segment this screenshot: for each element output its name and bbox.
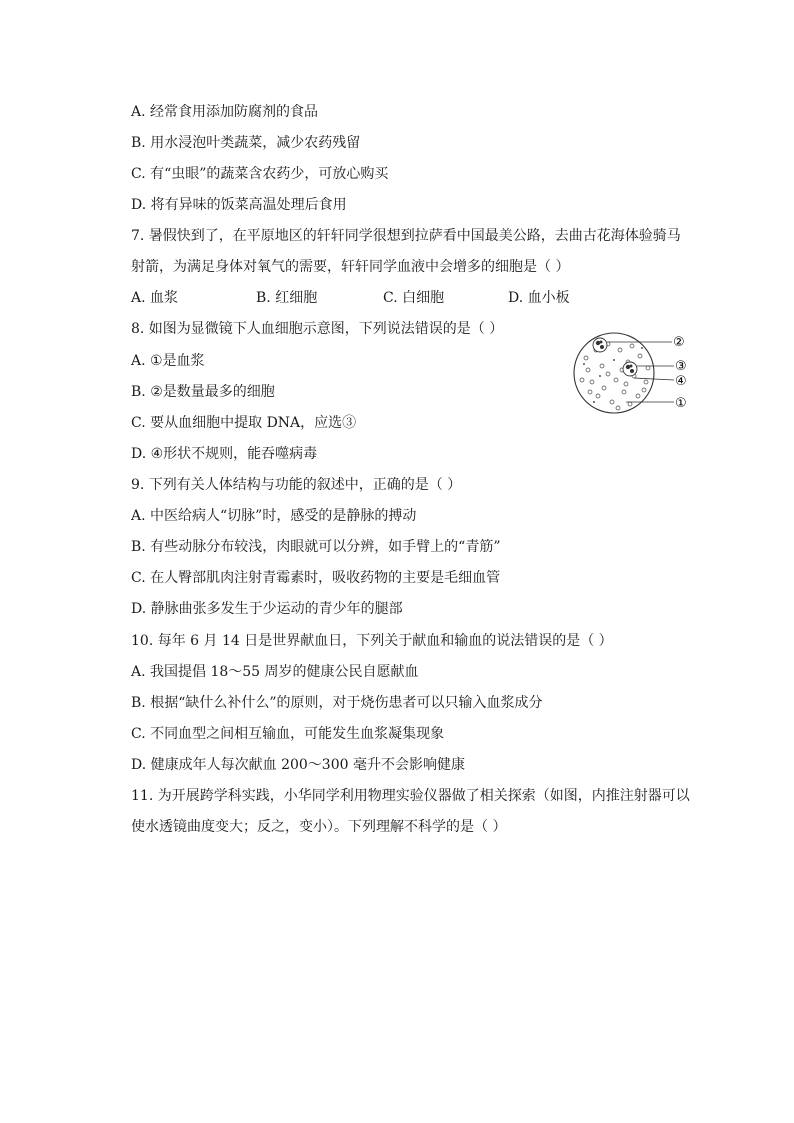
q7-option-a: A. 血浆 [131,290,179,306]
q9-option-c: C. 在人臀部肌肉注射青霉素时，吸收药物的主要是毛细血管 [131,570,501,586]
q10-stem: 10. 每年 6 月 14 日是世界献血日，下列关于献血和输血的说法错误的是（ ） [131,633,613,649]
label-3: ③ [675,359,687,374]
q11-stem-line1: 11. 为开展跨学科实践，小华同学利用物理实验仪器做了相关探索（如图，内推注射器可以 [131,788,690,804]
q6-option-d: D. 将有异味的饭菜高温处理后食用 [131,197,347,213]
q7-stem-line2: 射箭，为满足身体对氧气的需要，轩轩同学血液中会增多的细胞是（ ） [131,259,570,275]
q9-option-a: A. 中医给病人“切脉”时，感受的是静脉的搏动 [131,508,417,524]
q8-option-c: C. 要从血细胞中提取 DNA，应选③ [131,415,357,431]
q11-stem-line2: 使水透镜曲度变大；反之，变小）。下列理解不科学的是（ ） [131,819,507,835]
blood-cell-figure [568,330,696,416]
q8-option-d: D. ④形状不规则，能吞噬病毒 [131,446,318,462]
q6-option-a: A. 经常食用添加防腐剂的食品 [131,104,319,120]
q8-option-b: B. ②是数量最多的细胞 [131,384,275,400]
q10-option-d: D. 健康成年人每次献血 200～300 毫升不会影响健康 [131,757,465,773]
label-4: ④ [675,374,687,389]
q7-option-b: B. 红细胞 [256,290,318,306]
q10-option-b: B. 根据“缺什么补什么”的原则，对于烧伤患者可以只输入血浆成分 [131,695,543,711]
q9-option-d: D. 静脉曲张多发生于少运动的青少年的腿部 [131,601,403,617]
q7-stem-line1: 7. 暑假快到了，在平原地区的轩轩同学很想到拉萨看中国最美公路，去曲古花海体验骑马 [131,228,681,244]
q10-option-c: C. 不同血型之间相互输血，可能发生血浆凝集现象 [131,726,445,742]
q9-stem: 9. 下列有关人体结构与功能的叙述中，正确的是（ ） [131,477,462,493]
q6-option-b: B. 用水浸泡叶类蔬菜，减少农药残留 [131,135,361,151]
label-2: ② [673,335,685,350]
q8-option-a: A. ①是血浆 [131,353,205,369]
q10-option-a: A. 我国提倡 18～55 周岁的健康公民自愿献血 [131,664,419,680]
q7-option-d: D. 血小板 [508,290,570,306]
q7-options [131,288,570,308]
q6-option-c: C. 有“虫眼”的蔬菜含农药少，可放心购买 [131,166,389,182]
q9-option-b: B. 有些动脉分布较浅，肉眼就可以分辨，如手臂上的“青筋” [131,539,501,555]
label-1: ① [675,396,687,411]
white-blood-cell-1 [593,338,607,352]
q7-option-c: C. 白细胞 [383,290,445,306]
q8-stem: 8. 如图为显微镜下人血细胞示意图，下列说法错误的是（ ） [131,321,504,337]
white-blood-cell-2 [623,362,637,376]
blood-cell-diagram [568,330,696,416]
